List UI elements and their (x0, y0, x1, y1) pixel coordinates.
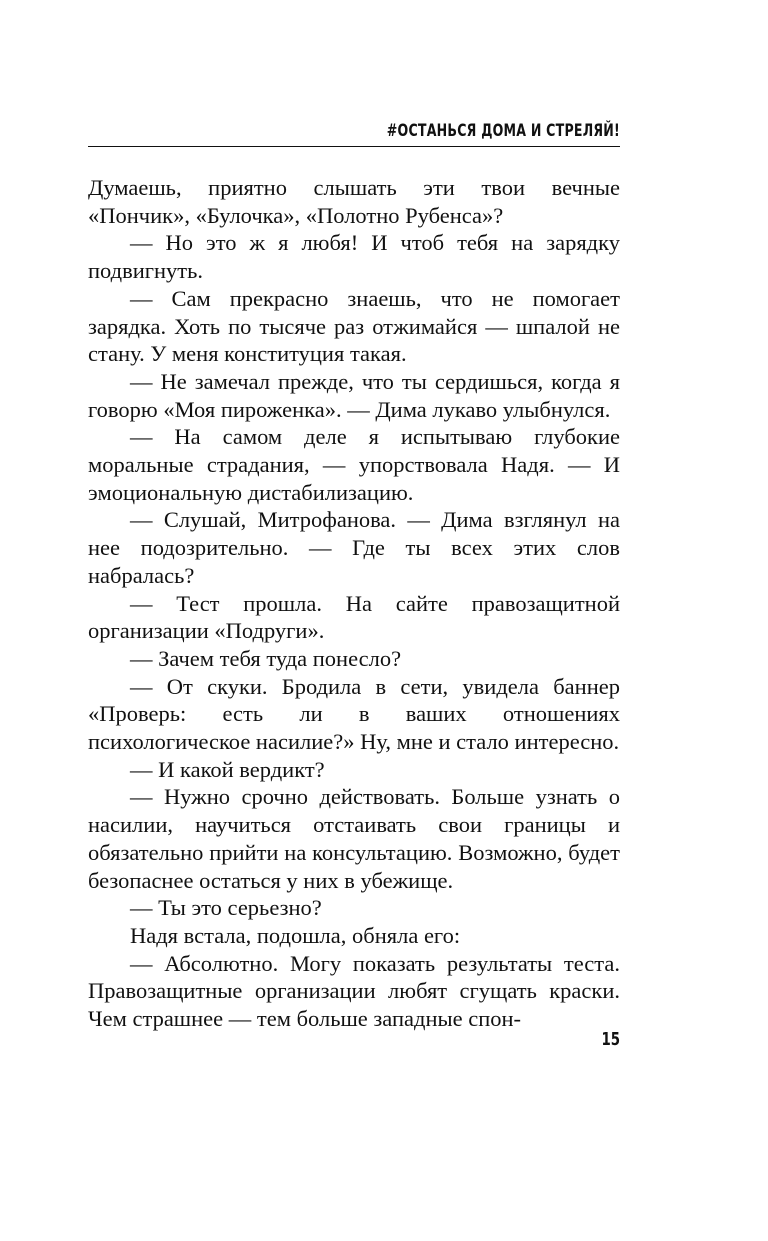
page-number: 15 (601, 1029, 620, 1050)
paragraph: — И какой вердикт? (130, 756, 325, 782)
paragraph: Надя встала, подошла, обняла его: (130, 922, 461, 948)
running-title: #ОСТАНЬСЯ ДОМА И СТРЕЛЯЙ! (386, 121, 620, 141)
paragraph: — На самом деле я испытываю глубокие моральные страдания, — упорствовала Надя. — И эмоциональную дистабилизацию. (88, 424, 620, 505)
paragraph: — Но это ж я любя! И чтоб тебя на зарядку подвигнуть. (88, 230, 620, 284)
paragraph: — От скуки. Бродила в сети, увидела баннер «Проверь: есть ли в ваших отношениях психологическое насилие?» Ну, мне и стало интересно. (88, 673, 620, 755)
paragraph: — Абсолютно. Могу показать результаты теста. Правозащитные организации любят сгущать краски. Чем страшнее — тем больше западные спон- (88, 950, 620, 1032)
paragraph: — Ты это серьезно? (130, 895, 322, 921)
paragraph: — Не замечал прежде, что ты сердишься, когда я говорю «Моя пироженка». — Дима лукаво улыбнулся. (88, 368, 620, 422)
header-rule (88, 146, 620, 147)
paragraph: — Сам прекрасно знаешь, что не помогает зарядка. Хоть по тысяче раз отжимайся — шпалой не стану. У меня конституция такая. (88, 285, 620, 367)
body-text (88, 174, 620, 1033)
paragraph: — Слушай, Митрофанова. — Дима взглянул на нее подозрительно. — Где ты всех этих слов набралась? (88, 507, 620, 588)
paragraph: — Нужно срочно действовать. Больше узнать о насилии, научиться отстаивать свои границы и обязательно прийти на консультацию. Возможно, будет безопаснее остаться у них в убежище. (88, 784, 620, 893)
paragraph: — Зачем тебя туда понесло? (130, 645, 402, 671)
paragraph: — Тест прошла. На сайте правозащитной организации «Подруги». (88, 590, 620, 644)
paragraph: Думаешь, приятно слышать эти твои вечные «Пончик», «Булочка», «Полотно Рубенса»? (88, 175, 620, 228)
